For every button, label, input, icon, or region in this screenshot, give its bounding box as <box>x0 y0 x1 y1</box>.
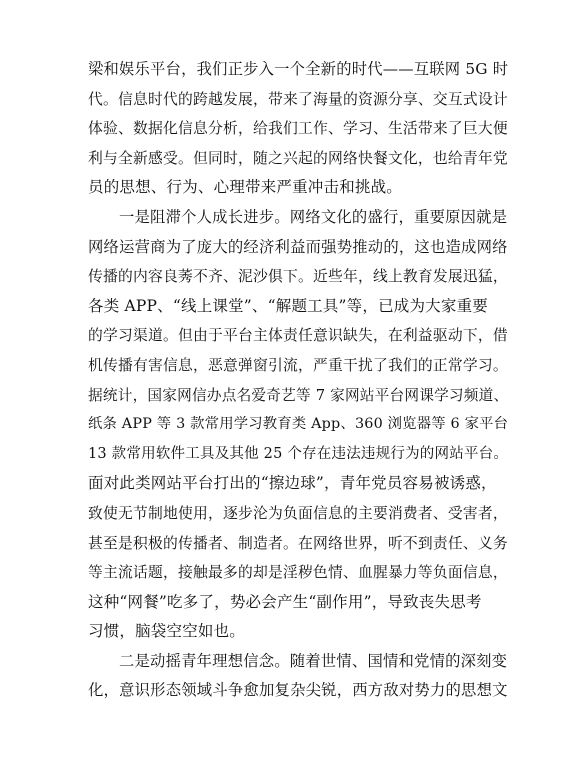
paragraph-2 <box>88 203 508 647</box>
paragraph-line: 据统计，国家网信办点名爱奇艺等 7 家网站平台网课学习频道、 <box>88 386 509 404</box>
paragraph-line: 甚至是积极的传播者、制造者。在网络世界，听不到责任、义务 <box>88 534 508 552</box>
paragraph-line: 机传播有害信息，恶意弹窗引流，严重干扰了我们的正常学习。 <box>88 356 508 374</box>
paragraph-line: 体验、数据化信息分析，给我们工作、学习、生活带来了巨大便 <box>88 120 508 138</box>
paragraph-line: 化，意识形态领域斗争愈加复杂尖锐，西方敌对势力的思想文 <box>88 681 508 700</box>
paragraph-line: 13 款常用软件工具及其他 25 个存在违法违规行为的网站平台。 <box>88 445 509 462</box>
paragraph-line: 二是动摇青年理想信念。随着世情、国情和党情的深刻变 <box>119 651 508 670</box>
paragraph-line: 代。信息时代的跨越发展，带来了海量的资源分享、交互式设计 <box>88 90 508 108</box>
paragraph-line: 各类 APP、“线上课堂”、“解题工具”等，已成为大家重要 <box>88 296 488 315</box>
document-body <box>88 55 508 706</box>
paragraph-line: 员的思想、行为、心理带来严重冲击和挑战。 <box>88 178 403 197</box>
paragraph-line: 致使无节制地使用，逐步沦为负面信息的主要消费者、受害者， <box>88 504 508 522</box>
paragraph-line: 网络运营商为了庞大的经济利益而强势推动的，这也造成网络 <box>88 237 508 256</box>
paragraph-line: 习惯，脑袋空空如也。 <box>88 622 246 641</box>
paragraph-line: 面对此类网站平台打出的“擦边球”，青年党员容易被诱惑， <box>88 474 497 493</box>
paragraph-line: 传播的内容良莠不齐、泥沙俱下。近些年，线上教育发展迅猛， <box>88 268 508 286</box>
paragraph-line: 梁和娱乐平台，我们正步入一个全新的时代——互联网 5G 时 <box>88 60 509 78</box>
paragraph-line: 利与全新感受。但同时，随之兴起的网络快餐文化，也给青年党 <box>88 149 508 167</box>
paragraph-line: 一是阻滞个人成长进步。网络文化的盛行，重要原因就是 <box>119 207 508 226</box>
paragraph-line: 的学习渠道。但由于平台主体责任意识缺失，在利益驱动下，借 <box>88 327 508 345</box>
paragraph-3 <box>88 647 508 706</box>
paragraph-line: 这种“网餐”吃多了，势必会产生“副作用”，导致丧失思考 <box>88 592 482 611</box>
paragraph-line: 等主流话题，接触最多的却是淫秽色情、血腥暴力等负面信息， <box>88 564 508 582</box>
paragraph-1 <box>88 55 508 203</box>
paragraph-line: 纸条 APP 等 3 款常用学习教育类 App、360 浏览器等 6 家平台 <box>88 416 509 433</box>
